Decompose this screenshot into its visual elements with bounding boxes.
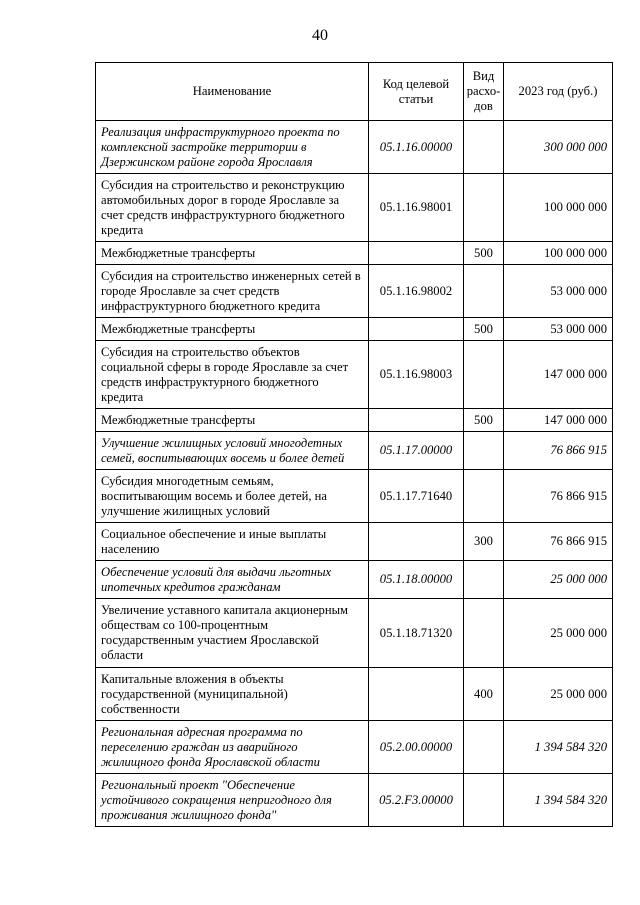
table-header-row	[96, 63, 613, 121]
row-type-cell	[464, 561, 504, 599]
row-type-cell	[464, 774, 504, 827]
row-code-cell: 05.1.18.00000	[369, 561, 464, 599]
row-amount-cell: 25 000 000	[504, 561, 613, 599]
row-type-cell	[464, 432, 504, 470]
row-name-cell: Субсидия на строительство инженерных сетей в городе Ярославле за счет средств инфраструктурного бюджетного кредита	[96, 265, 369, 318]
row-code-cell: 05.1.16.00000	[369, 121, 464, 174]
row-amount-cell: 76 866 915	[504, 432, 613, 470]
row-type-cell	[464, 265, 504, 318]
row-name-cell: Субсидия многодетным семьям, воспитывающим восемь и более детей, на улучшение жилищных условий	[96, 470, 369, 523]
row-amount-cell: 76 866 915	[504, 470, 613, 523]
table-row	[96, 265, 613, 318]
row-code-cell: 05.1.16.98003	[369, 341, 464, 409]
row-name-cell: Региональный проект "Обеспечение устойчивого сокращения непригодного для проживания жилищного фонда"	[96, 774, 369, 827]
row-name-cell: Региональная адресная программа по переселению граждан из аварийного жилищного фонда Ярославской области	[96, 721, 369, 774]
header-name: Наименование	[96, 63, 369, 121]
table-row	[96, 318, 613, 341]
row-type-cell	[464, 174, 504, 242]
table-row	[96, 174, 613, 242]
table-row	[96, 432, 613, 470]
table-row	[96, 668, 613, 721]
row-name-cell: Социальное обеспечение и иные выплаты населению	[96, 523, 369, 561]
row-name-cell: Межбюджетные трансферты	[96, 318, 369, 341]
table-row	[96, 599, 613, 668]
row-name-cell: Субсидия на строительство объектов социальной сферы в городе Ярославле за счет средств инфраструктурного бюджетного кредита	[96, 341, 369, 409]
row-type-cell	[464, 470, 504, 523]
row-code-cell: 05.2.F3.00000	[369, 774, 464, 827]
row-amount-cell: 100 000 000	[504, 174, 613, 242]
table-row	[96, 121, 613, 174]
row-code-cell	[369, 668, 464, 721]
header-type: Вид расхо-дов	[464, 63, 504, 121]
row-name-cell: Увеличение уставного капитала акционерным обществам со 100-процентным государственным участием Ярославской области	[96, 599, 369, 668]
row-amount-cell: 53 000 000	[504, 265, 613, 318]
page-number: 40	[312, 27, 328, 44]
row-code-cell	[369, 242, 464, 265]
row-name-cell: Субсидия на строительство и реконструкцию автомобильных дорог в городе Ярославле за счет средств инфраструктурного бюджетного кредита	[96, 174, 369, 242]
row-amount-cell: 25 000 000	[504, 599, 613, 668]
row-code-cell	[369, 318, 464, 341]
table-row	[96, 341, 613, 409]
row-code-cell: 05.1.16.98002	[369, 265, 464, 318]
row-name-cell: Улучшение жилищных условий многодетных семей, воспитывающих восемь и более детей	[96, 432, 369, 470]
row-type-cell	[464, 121, 504, 174]
row-name-cell: Реализация инфраструктурного проекта по комплексной застройке территории в Дзержинском районе города Ярославля	[96, 121, 369, 174]
table-row	[96, 470, 613, 523]
row-code-cell	[369, 409, 464, 432]
row-code-cell: 05.1.17.71640	[369, 470, 464, 523]
row-code-cell: 05.2.00.00000	[369, 721, 464, 774]
row-type-cell	[464, 341, 504, 409]
row-type-cell: 500	[464, 318, 504, 341]
table-row	[96, 242, 613, 265]
table-row	[96, 523, 613, 561]
row-type-cell: 500	[464, 242, 504, 265]
budget-table	[95, 62, 613, 827]
row-name-cell: Межбюджетные трансферты	[96, 242, 369, 265]
row-type-cell: 400	[464, 668, 504, 721]
row-type-cell: 300	[464, 523, 504, 561]
row-code-cell: 05.1.18.71320	[369, 599, 464, 668]
row-name-cell: Межбюджетные трансферты	[96, 409, 369, 432]
table-row	[96, 409, 613, 432]
table-row	[96, 774, 613, 827]
row-amount-cell: 147 000 000	[504, 341, 613, 409]
row-amount-cell: 53 000 000	[504, 318, 613, 341]
table-body	[96, 121, 613, 827]
row-code-cell: 05.1.16.98001	[369, 174, 464, 242]
row-amount-cell: 1 394 584 320	[504, 721, 613, 774]
table-row	[96, 561, 613, 599]
row-type-cell	[464, 721, 504, 774]
row-amount-cell: 1 394 584 320	[504, 774, 613, 827]
row-amount-cell: 300 000 000	[504, 121, 613, 174]
row-code-cell	[369, 523, 464, 561]
row-name-cell: Обеспечение условий для выдачи льготных ипотечных кредитов гражданам	[96, 561, 369, 599]
row-type-cell: 500	[464, 409, 504, 432]
row-amount-cell: 100 000 000	[504, 242, 613, 265]
row-amount-cell: 25 000 000	[504, 668, 613, 721]
row-code-cell: 05.1.17.00000	[369, 432, 464, 470]
row-amount-cell: 147 000 000	[504, 409, 613, 432]
row-name-cell: Капитальные вложения в объекты государственной (муниципальной) собственности	[96, 668, 369, 721]
header-code: Код целевой статьи	[369, 63, 464, 121]
row-amount-cell: 76 866 915	[504, 523, 613, 561]
header-amount: 2023 год (руб.)	[504, 63, 613, 121]
row-type-cell	[464, 599, 504, 668]
table-row	[96, 721, 613, 774]
